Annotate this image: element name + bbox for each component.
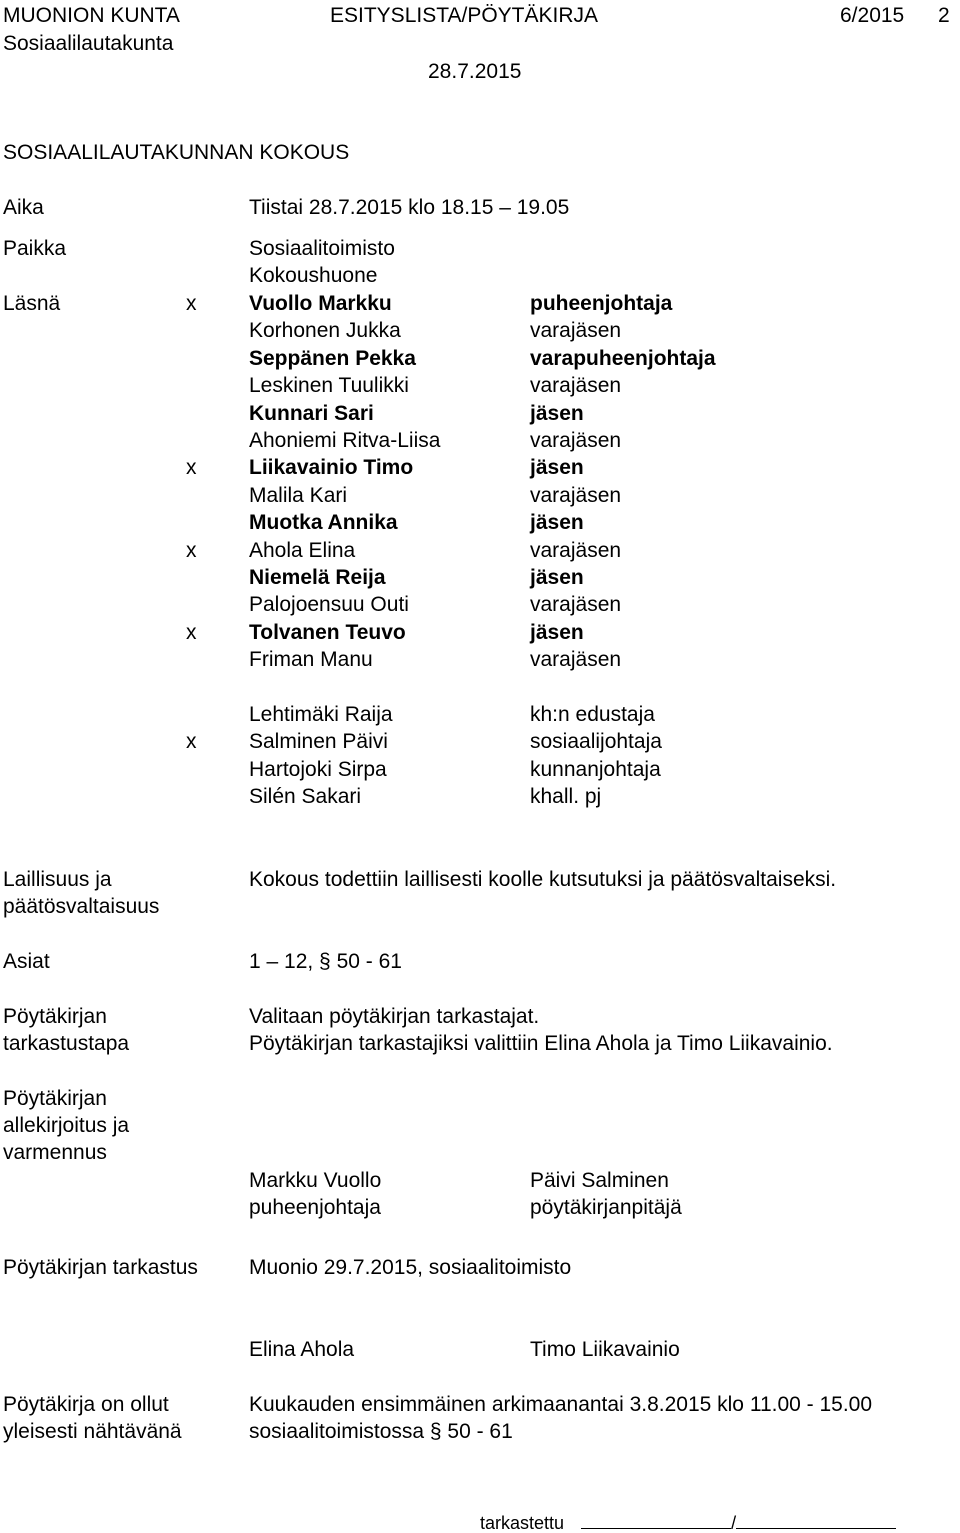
checked-footer (480, 1510, 896, 1533)
page-title: SOSIAALILAUTAKUNNAN KOKOUS (3, 141, 350, 164)
member-name: Leskinen Tuulikki (249, 374, 409, 398)
member-role: varapuheenjohtaja (530, 346, 716, 370)
signature-line-1 (581, 1510, 731, 1529)
member-name: Kunnari Sari (249, 401, 374, 425)
review-text: Muonio 29.7.2015, sosiaalitoimisto (249, 1256, 572, 1279)
matters-value: 1 – 12, § 50 - 61 (249, 950, 402, 973)
other-attendee-role: kunnanjohtaja (530, 757, 661, 781)
checked-separator: / (731, 1513, 737, 1533)
member-name: Korhonen Jukka (249, 319, 401, 343)
inspection-text-line-1: Valitaan pöytäkirjan tarkastajat. (249, 1005, 540, 1028)
member-presence-mark: x (186, 620, 197, 644)
member-role: jäsen (530, 511, 584, 535)
member-role: jäsen (530, 456, 584, 480)
publication-label-line-1: Pöytäkirja on ollut (3, 1393, 169, 1416)
other-attendee-role: khall. pj (530, 785, 602, 809)
publication-text-line-2: sosiaalitoimistossa § 50 - 61 (249, 1420, 513, 1443)
matters-label: Asiat (3, 950, 50, 973)
member-name: Vuollo Markku (249, 292, 392, 315)
other-attendee-name: Salminen Päivi (249, 730, 388, 754)
legality-text: Kokous todettiin laillisesti koolle kutsutuksi ja päätösvaltaiseksi. (249, 868, 837, 891)
legality-label-line-1: Laillisuus ja (3, 868, 112, 891)
review-label: Pöytäkirjan tarkastus (3, 1256, 198, 1279)
attendance-label: Läsnä (3, 292, 61, 315)
publication-label-line-2: yleisesti nähtävänä (3, 1420, 182, 1443)
member-name: Ahoniemi Ritva-Liisa (249, 429, 441, 452)
signing-label-line-1: Pöytäkirjan (3, 1087, 107, 1110)
legality-label-line-2: päätösvaltaisuus (3, 895, 160, 918)
time-value: Tiistai 28.7.2015 klo 18.15 – 19.05 (249, 196, 570, 219)
signer-1-role: puheenjohtaja (249, 1196, 381, 1219)
member-role: varajäsen (530, 319, 622, 343)
member-name: Friman Manu (249, 648, 373, 672)
member-role: varajäsen (530, 593, 622, 617)
member-role: varajäsen (530, 483, 622, 507)
member-name: Muotka Annika (249, 511, 398, 535)
signer-2-role: pöytäkirjanpitäjä (530, 1196, 682, 1219)
member-presence-mark: x (186, 456, 197, 480)
member-presence-mark: x (186, 538, 197, 562)
time-label: Aika (3, 196, 44, 219)
member-role: varajäsen (530, 429, 622, 452)
member-role: varajäsen (530, 648, 622, 672)
reviewer-2: Timo Liikavainio (530, 1338, 680, 1361)
other-attendee-name: Hartojoki Sirpa (249, 757, 387, 781)
inspection-label-line-2: tarkastustapa (3, 1032, 130, 1055)
place-label: Paikka (3, 237, 67, 260)
body-name: Sosiaalilautakunta (3, 32, 174, 55)
member-presence-mark: x (186, 292, 197, 315)
member-role: jäsen (530, 566, 584, 589)
member-name: Palojoensuu Outi (249, 593, 409, 617)
page-number: 2 (938, 4, 950, 27)
org-name: MUONION KUNTA (3, 4, 180, 27)
publication-text-line-1: Kuukauden ensimmäinen arkimaanantai 3.8.2015 klo 11.00 - 15.00 (249, 1393, 873, 1416)
other-attendee-name: Silén Sakari (249, 785, 362, 809)
signature-line-2 (736, 1510, 896, 1529)
other-attendee-name: Lehtimäki Raija (249, 703, 393, 726)
place-line-1: Sosiaalitoimisto (249, 237, 395, 260)
member-role: varajäsen (530, 538, 622, 562)
reviewer-1: Elina Ahola (249, 1338, 355, 1361)
signer-2-name: Päivi Salminen (530, 1169, 669, 1192)
signer-1-name: Markku Vuollo (249, 1169, 382, 1192)
inspection-text-line-2: Pöytäkirjan tarkastajiksi valittiin Elina Ahola ja Timo Liikavainio. (249, 1032, 833, 1055)
signing-label-line-2: allekirjoitus ja (3, 1114, 130, 1137)
document-type: ESITYSLISTA/PÖYTÄKIRJA (330, 4, 599, 27)
other-attendee-role: sosiaalijohtaja (530, 730, 662, 754)
member-name: Malila Kari (249, 483, 348, 507)
member-role: varajäsen (530, 374, 622, 398)
inspection-label-line-1: Pöytäkirjan (3, 1005, 107, 1028)
member-name: Niemelä Reija (249, 566, 386, 589)
member-name: Seppänen Pekka (249, 346, 416, 370)
place-line-2: Kokoushuone (249, 264, 378, 287)
member-name: Ahola Elina (249, 538, 356, 562)
document-number: 6/2015 (840, 4, 905, 27)
other-attendee-presence-mark: x (186, 730, 197, 754)
other-attendee-role: kh:n edustaja (530, 703, 655, 726)
checked-label: tarkastettu (480, 1513, 565, 1533)
meeting-date: 28.7.2015 (428, 60, 522, 83)
member-name: Tolvanen Teuvo (249, 620, 406, 644)
signing-label-line-3: varmennus (3, 1141, 107, 1164)
member-role: jäsen (530, 401, 584, 425)
member-name: Liikavainio Timo (249, 456, 414, 480)
member-role: jäsen (530, 620, 584, 644)
member-role: puheenjohtaja (530, 292, 673, 315)
